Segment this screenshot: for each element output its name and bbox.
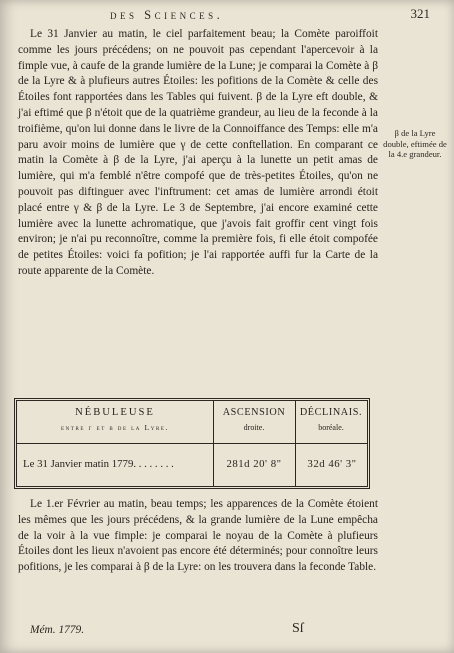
body-text-2 — [18, 497, 378, 576]
column-subheader: droite. — [243, 423, 265, 432]
table-cell-ascension: 281d 20' 8" — [226, 458, 282, 470]
quire-signature: Sſ — [292, 621, 304, 636]
body-text — [18, 27, 378, 280]
column-header: NÉBULEUSE — [75, 407, 155, 418]
column-header: DÉCLINAIS. — [299, 407, 363, 418]
observation-table — [14, 398, 370, 489]
margin-note: β de la Lyre double, eftimée de la 4.e grandeur. — [383, 128, 447, 159]
paragraph: Le 31 Janvier au matin, le ciel parfaitement beau; la Comète paroiffoit comme les jours précédens; on ne pouvoit pas cependant l'apercevoir à la fimple vue, à caufe de la grande lumière de la Lune; je comparai la Comète à β de la Lyre & à plufieurs autres Étoiles: les pofitions de la Comète & celle des Étoiles font rapportées dans les Tables qui fuivent. β de la Lyre eft double, & j'ai eftimé que β n'étoit que de la quatrième grandeur, au lieu de la feconde à la troifième, qu'on lui donne dans le livre de la Connoiffance des Temps: elle m'a paru avoir moins de lumière que γ de cette conftellation. En comparant ce matin la Comète à β de la Lyre, j'ai aperçu à la lunette un petit amas de lumière, qui m'a femblé n'être compofé que de très-petites Étoiles, qu'on ne pouvoit pas diftinguer avec l'inftrument: cet amas de lumière arrondi étoit placé entre γ & β de la Lyre. Le 3 de Septembre, j'ai encore examiné cette lumière avec la lunette achromatique, que j'avois fait groffir cent vingt fois environ; je n'ai pu reconnoître, comme la première fois, fi elle étoit compofée de petites Étoiles: voici fa pofition; je l'ai rapportée auffi fur la Carte de la route apparente de la Comète. — [18, 28, 378, 277]
page-header — [80, 6, 440, 26]
running-head: des Sciences. — [110, 8, 224, 22]
column-header: ASCENSION — [222, 407, 286, 418]
table-column-declinaison — [295, 401, 367, 486]
page-number: 321 — [410, 6, 430, 21]
table-column-nebuleuse — [17, 401, 214, 486]
table-column-ascension — [213, 401, 296, 486]
column-subheader: entre γ et β de la Lyre. — [60, 423, 170, 432]
column-subheader: boréale. — [318, 423, 344, 432]
paragraph: Le 1.er Février au matin, beau temps; les apparences de la Comète étoient les mêmes que les jours précédens, & la grande lumière de la Lune empêcha de la voir à la vue fimple: je comparai le noyau de la Comète à plufieurs Étoiles dont les lieux n'avoient pas encore été déterminés; pour connoître leurs pofitions, je les comparai à β de la Lyre: on les trouvera dans la feconde Table. — [18, 498, 378, 574]
table-cell-date: Le 31 Janvier matin 1779. . . . . . . . — [23, 458, 174, 470]
signature-mark: Mém. 1779. — [30, 624, 85, 636]
table-cell-declinaison: 32d 46' 3" — [307, 458, 357, 470]
